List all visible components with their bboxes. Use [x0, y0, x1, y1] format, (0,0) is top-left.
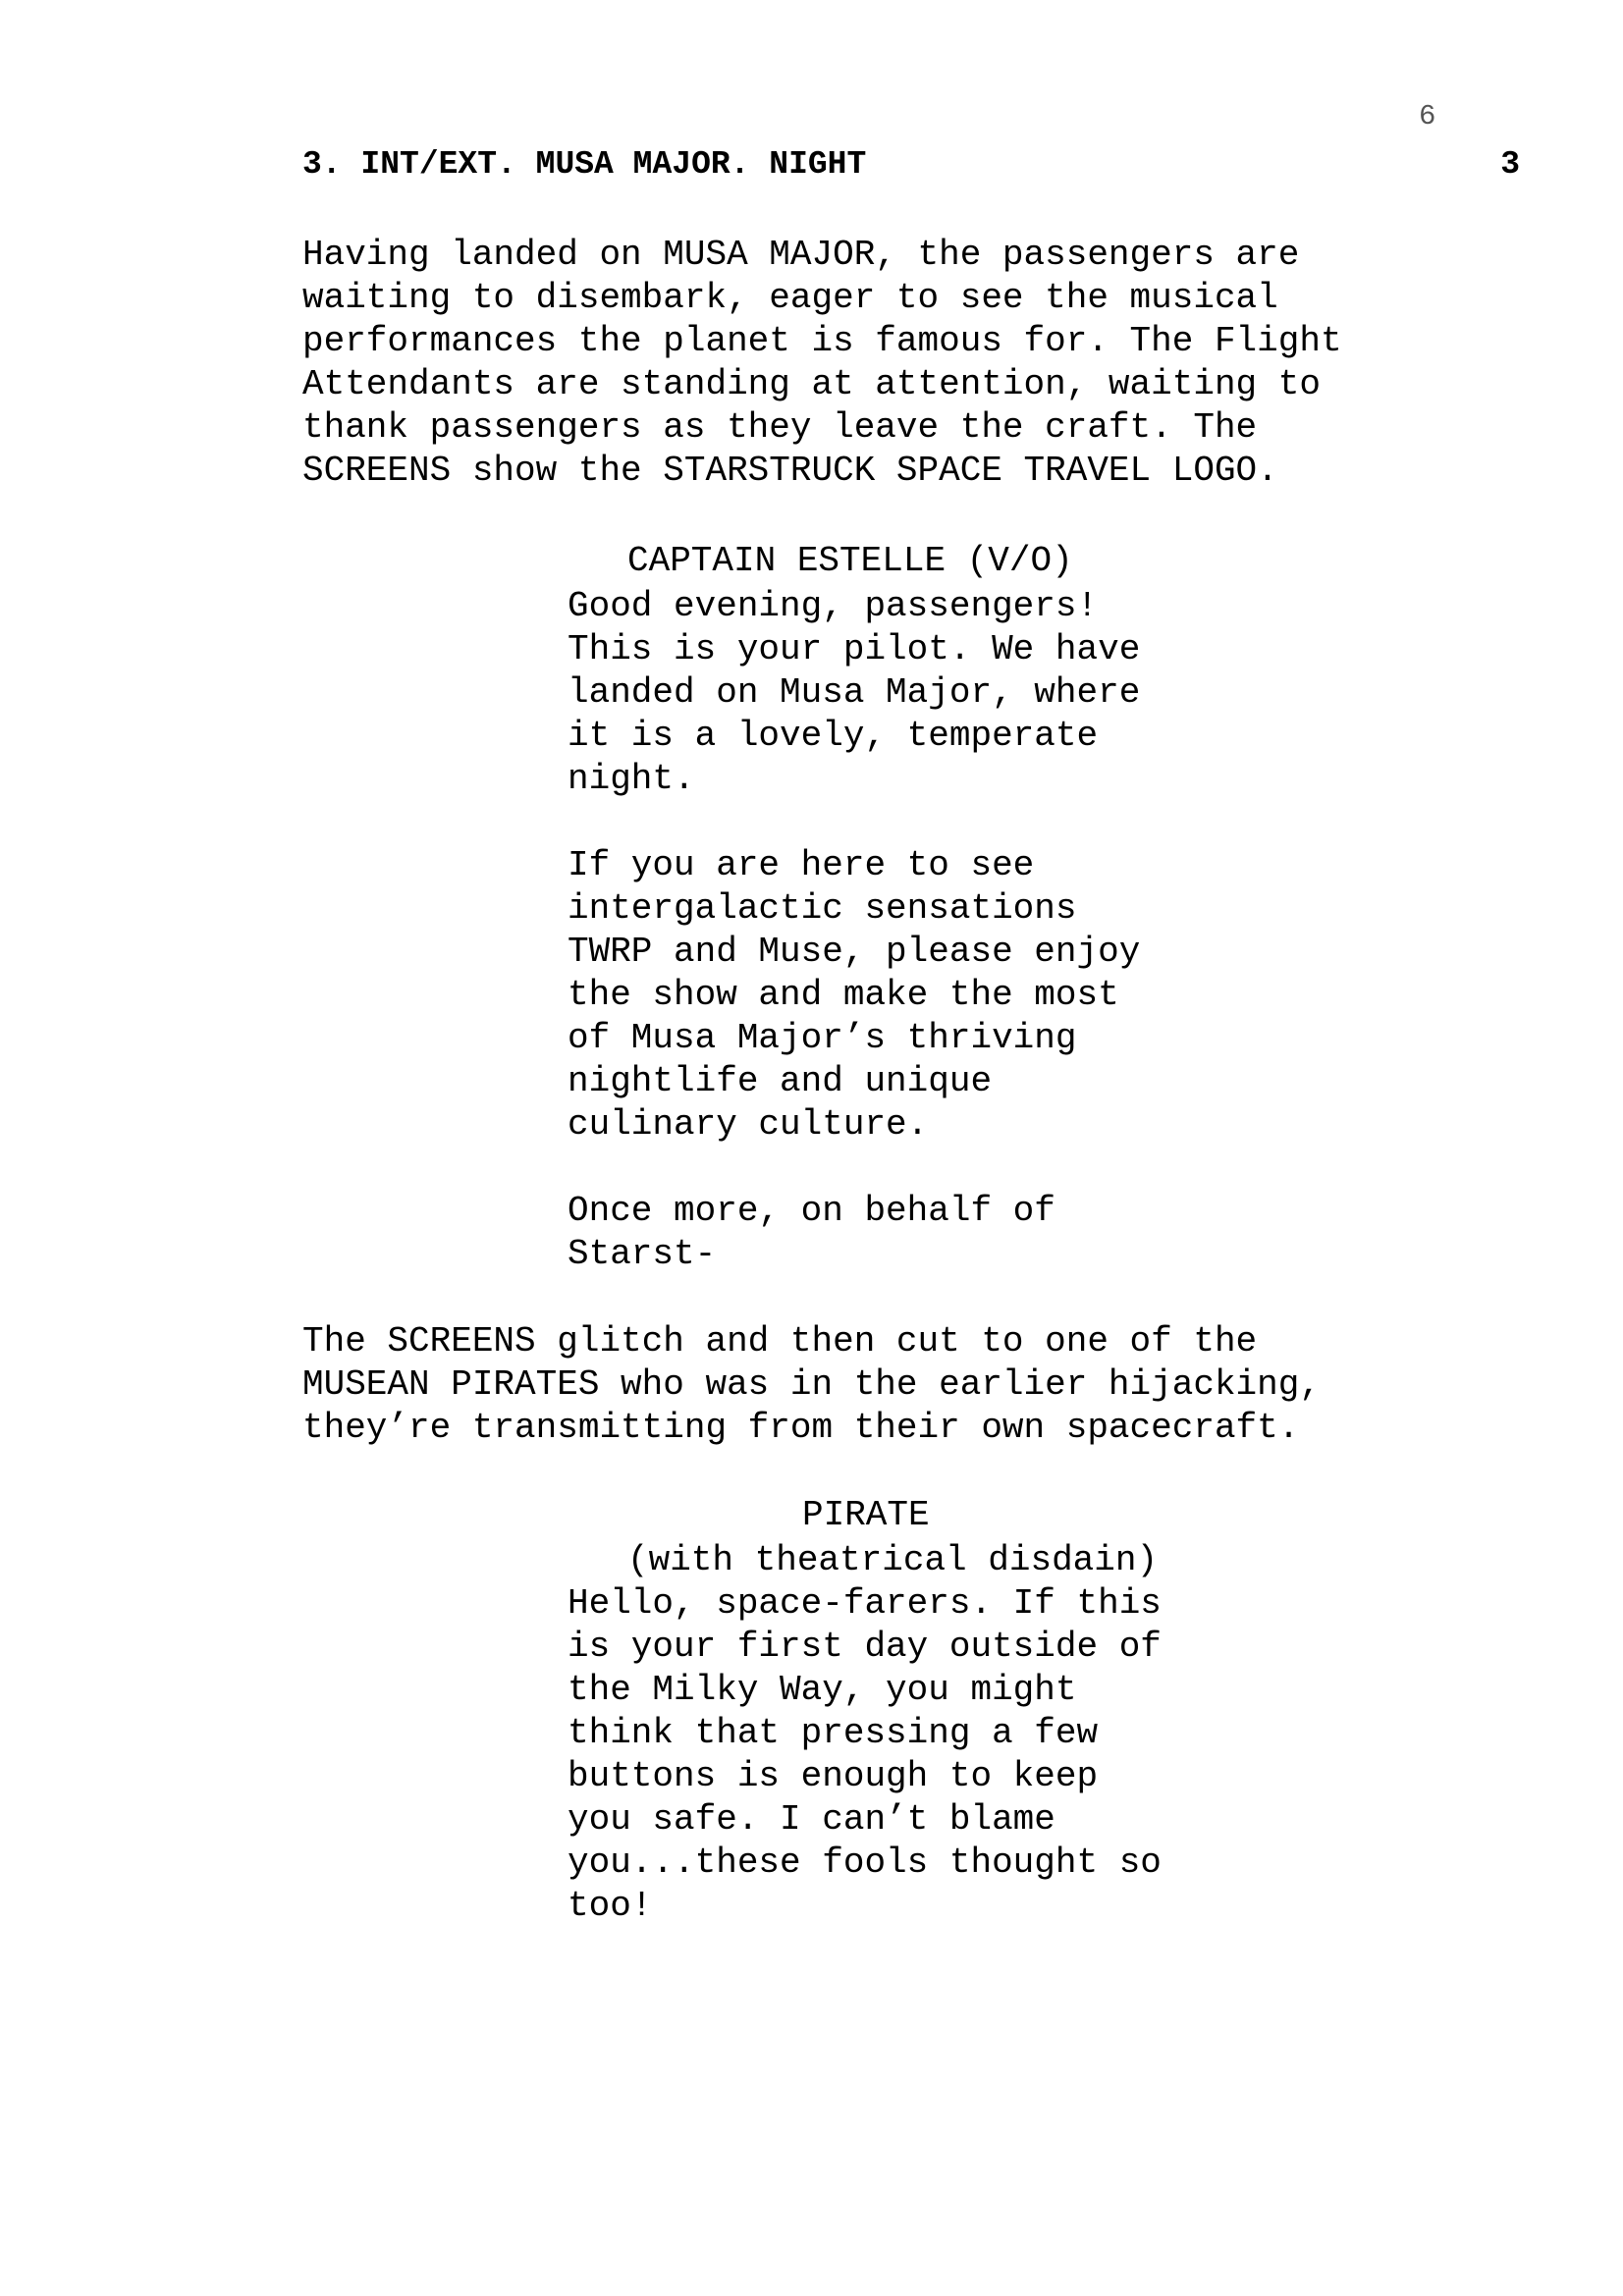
dialogue-line: nightlife and unique [568, 1061, 993, 1101]
scene-heading-text: 3. INT/EXT. MUSA MAJOR. NIGHT [302, 146, 867, 183]
dialogue-line: think that pressing a few [568, 1713, 1099, 1753]
dialogue-line: night. [568, 759, 695, 799]
page-number: 6 [1419, 100, 1436, 133]
parenthetical: (with theatrical disdain) [627, 1540, 1159, 1580]
action-line: Attendants are standing at attention, waiting to [302, 364, 1321, 404]
dialogue-line: Once more, on behalf of [568, 1191, 1055, 1231]
dialogue-line: landed on Musa Major, where [568, 672, 1141, 713]
dialogue-line: you...these fools thought so [568, 1842, 1162, 1883]
dialogue-line: the Milky Way, you might [568, 1670, 1077, 1710]
dialogue-line: If you are here to see [568, 845, 1035, 885]
action-line: thank passengers as they leave the craft. The [302, 407, 1258, 448]
dialogue-line: of Musa Major’s thriving [568, 1018, 1077, 1058]
action-line: MUSEAN PIRATES who was in the earlier hijacking, [302, 1364, 1321, 1405]
action-line: Having landed on MUSA MAJOR, the passengers are [302, 235, 1300, 275]
action-line: SCREENS show the STARSTRUCK SPACE TRAVEL LOGO. [302, 451, 1278, 491]
dialogue-line: Good evening, passengers! [568, 586, 1099, 626]
character-name: CAPTAIN ESTELLE (V/O) [627, 541, 1073, 581]
dialogue-line: TWRP and Muse, please enjoy [568, 932, 1141, 972]
dialogue-line: This is your pilot. We have [568, 629, 1141, 669]
dialogue-line: culinary culture. [568, 1104, 929, 1145]
action-line: The SCREENS glitch and then cut to one of the [302, 1321, 1258, 1362]
dialogue-line: you safe. I can’t blame [568, 1799, 1055, 1840]
character-name: PIRATE [802, 1495, 930, 1535]
dialogue-line: is your first day outside of [568, 1627, 1162, 1667]
dialogue-line: it is a lovely, temperate [568, 716, 1099, 756]
dialogue-line: the show and make the most [568, 975, 1119, 1015]
action-line: performances the planet is famous for. The Flight [302, 321, 1342, 361]
action-line: they’re transmitting from their own spacecraft. [302, 1408, 1300, 1448]
dialogue-line: Hello, space-farers. If this [568, 1583, 1162, 1624]
dialogue-line: buttons is enough to keep [568, 1756, 1099, 1796]
scene-number-right: 3 [1500, 146, 1520, 183]
action-line: waiting to disembark, eager to see the musical [302, 278, 1278, 318]
dialogue-line: intergalactic sensations [568, 888, 1077, 929]
scene-heading [302, 143, 1520, 187]
dialogue-line: Starst- [568, 1234, 717, 1274]
dialogue-line: too! [568, 1886, 653, 1926]
